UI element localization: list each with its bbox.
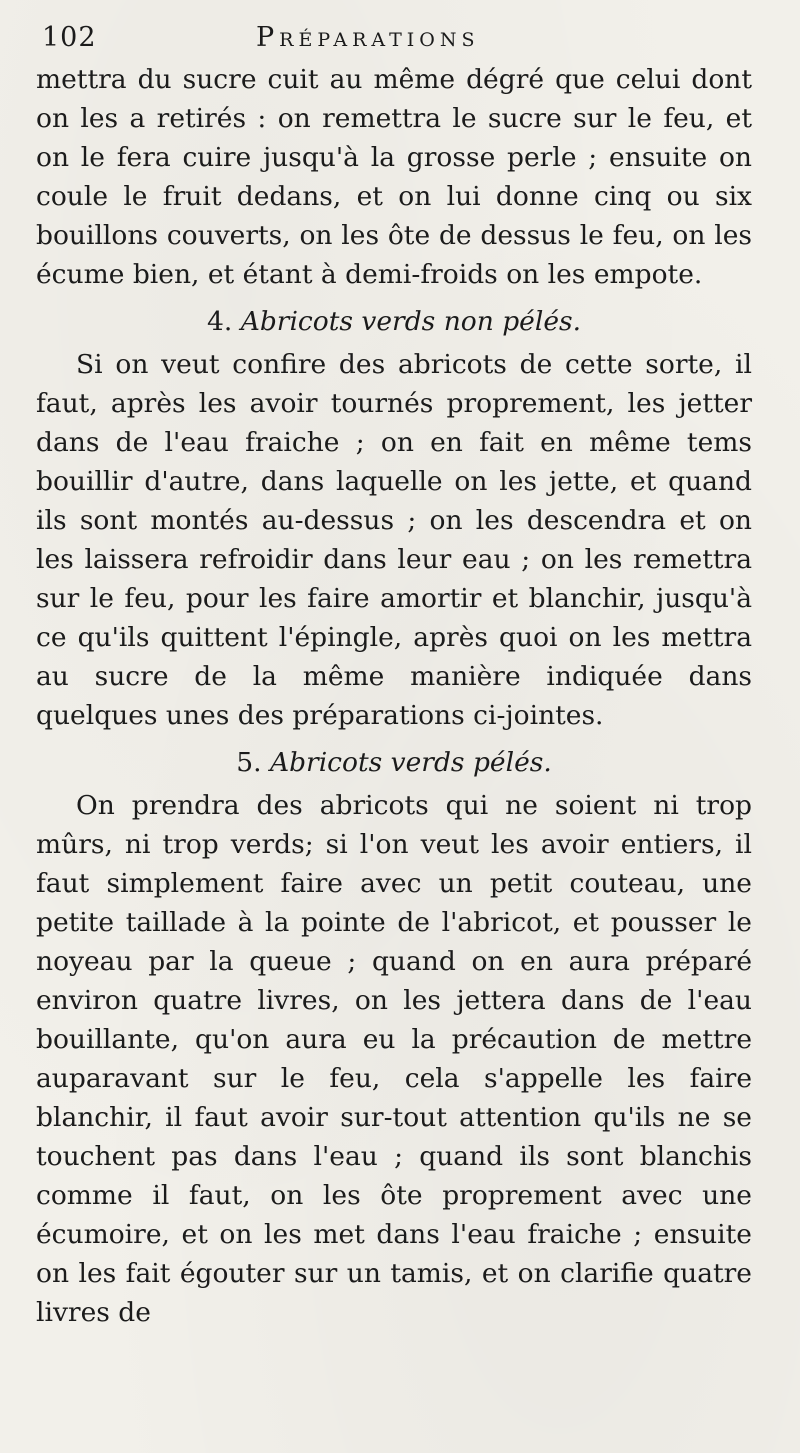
section-5-heading: [36, 743, 752, 782]
section-4-paragraph: Si on veut confire des abricots de cette sorte, il faut, après les avoir tournés proprement, les jetter dans de l'eau fraiche ; on en fait en même tems bouillir d'autre, dans laquelle on les jette, et quand ils sont montés au-dessus ; on les descendra et on les laissera refroidir dans leur eau ; on les remettra sur le feu, pour les faire amortir et blanchir, jusqu'à ce qu'ils quittent l'épingle, après quoi on les mettra au sucre de la même manière indiquée dans quelques unes des préparations ci-jointes.: [36, 349, 752, 731]
section-4-title: Abricots verds non pélés.: [240, 306, 582, 337]
section-5-paragraph: On prendra des abricots qui ne soient ni trop mûrs, ni trop verds; si l'on veut les avoir entiers, il faut simplement faire avec un petit couteau, une petite taillade à la pointe de l'abricot, et pousser le noyeau par la queue ; quand on en aura préparé environ quatre livres, on les jettera dans de l'eau bouillante, qu'on aura eu la précaution de mettre auparavant sur le feu, cela s'appelle les faire blanchir, il faut avoir sur-tout attention qu'ils ne se touchent pas dans l'eau ; quand ils sont blanchis comme il faut, on les ôte proprement avec une écumoire, et on les met dans l'eau fraiche ; ensuite on les fait égouter sur un tamis, et on clarifie quatre livres de: [36, 790, 752, 1328]
section-5-number: 5.: [236, 747, 262, 778]
section-4-heading: [36, 302, 752, 341]
page-number: 102: [42, 22, 97, 53]
section-4-number: 4.: [206, 306, 233, 337]
running-title: Préparations: [256, 22, 480, 53]
running-head: [36, 18, 752, 58]
page-body: [36, 60, 752, 1332]
continuation-paragraph: mettra du sucre cuit au même dégré que celui dont on les a retirés : on remettra le sucre sur le feu, et on le fera cuire jusqu'à la grosse perle ; ensuite on coule le fruit dedans, et on lui donne cinq ou six bouillons couverts, on les ôte de dessus le feu, on les écume bien, et étant à demi-froids on les empote.: [36, 64, 752, 290]
section-5-title: Abricots verds pélés.: [269, 747, 552, 778]
